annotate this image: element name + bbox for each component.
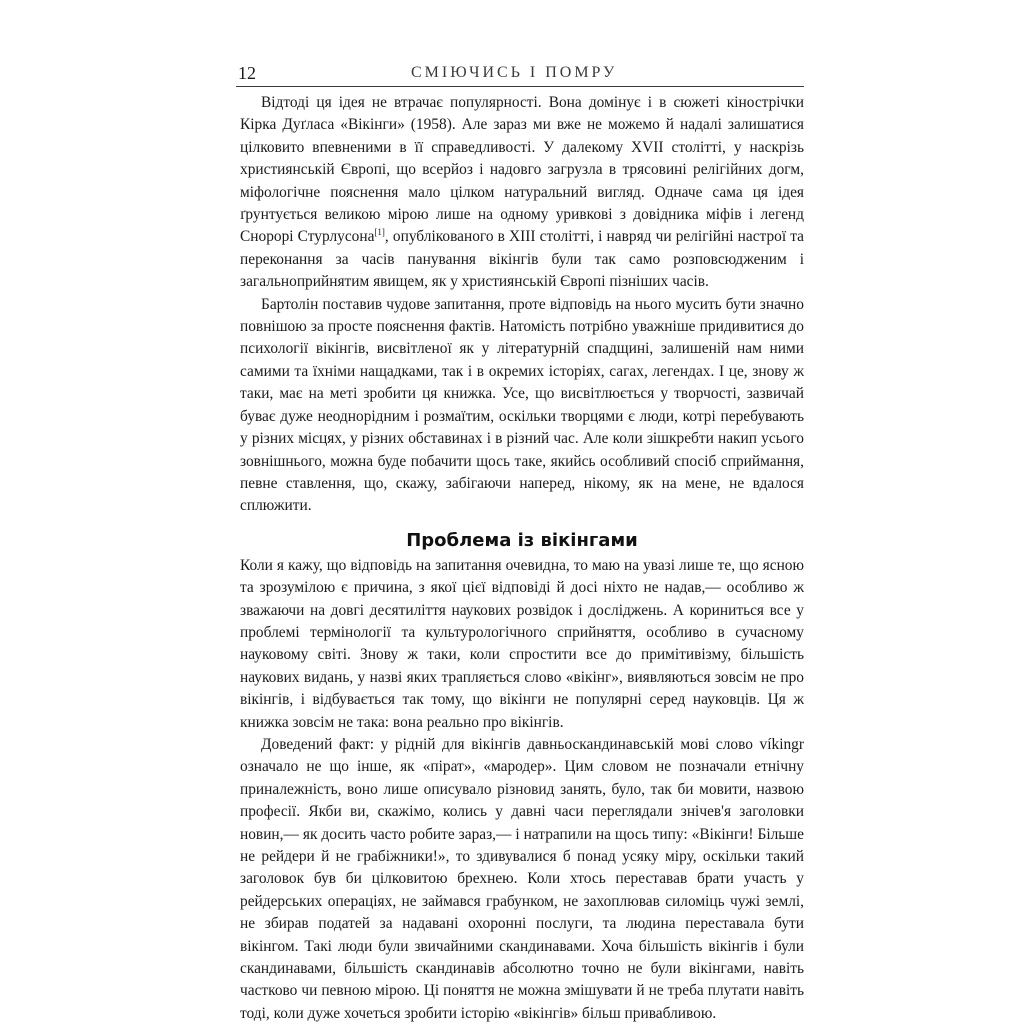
paragraph-text: Відтоді ця ідея не втрачає популярності. Вона домінує і в сюжеті кінострічки Кірка Дуґласа «Вікінги» (1958). Але зараз ми вже не можемо й надалі залишатися цілковито впевненими в її справедливості. У далекому XVII столітті, у наскрізь християнській Європі, що всерйоз і надовго загрузла в трясовині релігійних догм, міфологічне пояснення мало цілком натуральний вигляд. Одначе сама ця ідея ґрунтується великою мірою лише на одному уривкові з довідника міфів і легенд Снорорі Стурлусона [240, 94, 804, 246]
footnote-reference[interactable]: [1] [374, 227, 385, 238]
running-title: СМІЮЧИСЬ І ПОМРУ [411, 64, 618, 81]
paragraph-text: , опублікованого в XIII столітті, і навряд чи релігійні настрої та переконання за часів панування вікінгів були так само розповсюдженим і загальноприйнятим явищем, як у християнській Європі пізніших часів. [240, 228, 804, 291]
paragraph: Доведений факт: у рідній для вікінгів давньоскандинавській мові слово víkingr означало не що інше, як «пірат», «мародер». Цим словом не позначали етнічну приналежність, воно лише описувало різновид занять, було, так би мовити, назвою професії. Якби ви, скажімо, колись у давні часи переглядали знічев'я заголовки новин,— як досить часто робите зараз,— і натрапили на щось типу: «Вікінги! Більше не рейдери й не грабіжники!», то здивувалися б понад усяку міру, оскільки такий заголовок був би цілковитою брехнею. Коли хтось переставав брати участь у рейдерських операціях, не займався грабунком, не захоплював силоміць чужі землі, не збирав податей за надавані охоронні послуги, та людина переставала бути вікінгом. Такі люди були звичайними скандинавами. Хоча більшість вікінгів і були скандинавами, більшість скандинавів абсолютно точно не були вікінгами, навіть частково чи певною мірою. Ці поняття не можна змішувати й не треба плутати навіть тоді, коли дуже хочеться зробити історію «вікінгів» більш привабливою. [240, 735, 804, 1022]
body-text [240, 92, 804, 1024]
page-header [236, 60, 804, 87]
paragraph: Коли я кажу, що відповідь на запитання очевидна, то маю на увазі лише те, що ясною та зрозумілою є причина, з якої цієї відповіді й досі ніхто не надав,— особливо ж зважаючи на довгі десятиліття наукових розвідок і досліджень. А кориниться все у проблемі термінології та культурологічного сприйняття, особливо в сучасному науковому світі. Знову ж таки, коли спростити все до примітивізму, більшість наукових видань, у назві яких трапляється слово «вікінг», виявляються зовсім не про вікінгів, і відбувається так тому, що вікінги не популярні серед науковців. Ця ж книжка зовсім не така: вона реально про вікінгів. [240, 556, 804, 731]
paragraph [240, 92, 804, 294]
page-number: 12 [238, 63, 256, 83]
section-heading: Проблема із вікінгами [406, 529, 638, 551]
paragraph: Бартолін поставив чудове запитання, проте відповідь на нього мусить бути значно повнішою за просте пояснення фактів. Натомість потрібно уважніше придивитися до психології вікінгів, висвітленої як у літературній спадщині, залишеній нам ними самими та їхніми нащадками, так і в окремих історіях, сагах, легендах. І це, знову ж таки, має на меті зробити ця книжка. Усе, що висвітлюється у творчості, зазвичай буває дуже неоднорідним і розмаїтим, оскільки творцями є люди, котрі перебувають у різних місцях, у різних обставинах і в різний час. Але коли зішкребти накип усього зовнішнього, можна буде побачити щось таке, якийсь особливий спосіб сприймання, певне ставлення, що, скажу, забігаючи наперед, нікому, як на мене, не вдалося сплюжити. [240, 295, 804, 515]
